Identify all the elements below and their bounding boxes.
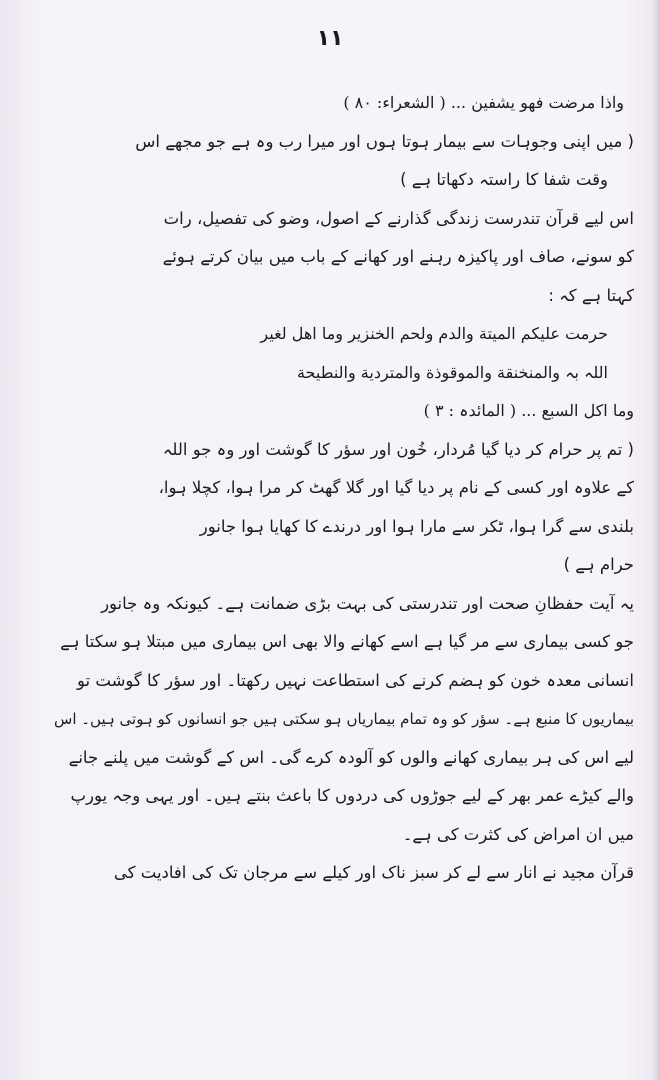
body-line: یہ آیت حفظانِ صحت اور تندرستی کی بہت بڑی ضمانت ہے۔ کیونکہ وہ جانور: [101, 593, 634, 613]
translation-line: بلندی سے گرا ہوا، ٹکر سے مارا ہوا اور درندے کا کھایا ہوا جانور: [199, 516, 634, 536]
body-line: قرآن مجید نے انار سے لے کر سبز ناک اور کیلے سے مرجان تک کی افادیت کی: [113, 863, 634, 882]
body-line: لیے اس کی ہر بیماری کھانے والوں کو آلودہ کرے گی۔ اس کے گوشت میں پلنے جانے: [68, 747, 634, 767]
body-line: میں ان امراض کی کثرت کی ہے۔: [402, 824, 634, 844]
body-line: جو کسی بیماری سے مر گیا ہے اسے کھانے والا بھی اس بیماری میں مبتلا ہو سکتا ہے: [60, 632, 634, 651]
translation-line: کے علاوہ اور کسی کے نام پر دیا گیا اور گلا گھٹ کر مرا ہوا، کچلا ہوا،: [158, 478, 634, 497]
quran-verse-line: واذا مرضت فهو يشفين ... ( الشعراء: ۸۰ ): [343, 93, 624, 112]
page-text: [40, 84, 634, 1040]
body-line: انسانی معدہ خون کو ہضم کرنے کی استطاعت نہیں رکھتا۔ اور سؤر کا گوشت تو: [77, 670, 634, 690]
page-number: ۱۱: [316, 26, 344, 51]
body-line: بیماریوں کا منبع ہے۔ سؤر کو وہ تمام بیماریاں ہو سکتی ہیں جو انسانوں کو ہوتی ہیں۔ اس: [54, 710, 634, 728]
translation-line: ( تم پر حرام کر دیا گیا مُردار، خُون اور سؤر کا گوشت اور وہ جو اللہ: [162, 439, 634, 459]
quran-verse-line: وما اکل السبع ... ( المائدہ : ۳ ): [423, 401, 634, 420]
quran-verse-line: حرمت علیکم المیتة والدم ولحم الخنزیر وما اھل لغیر: [260, 324, 608, 343]
translation-line: وقت شفا کا راستہ دکھاتا ہے ): [400, 170, 608, 189]
quran-verse-line: اللہ بہ والمنخنقة والموقوذة والمتردیة والنطیحة: [296, 362, 608, 382]
body-line: کو سونے، صاف اور پاکیزہ رہنے اور کھانے کے باب میں بیان کرتے ہوئے: [162, 247, 634, 266]
page-edge-shadow: [652, 0, 660, 1080]
body-line: کہتا ہے کہ :: [548, 285, 634, 305]
translation-line: حرام ہے ): [563, 555, 634, 574]
translation-line: ( میں اپنی وجوہات سے بیمار ہوتا ہوں اور میرا رب وہ ہے جو مجھے اس: [135, 131, 634, 151]
body-line: اس لیے قرآن تندرست زندگی گذارنے کے اصول، وضو کی تفصیل، رات: [163, 208, 634, 228]
body-line: والے کیڑے عمر بھر کے لیے جوڑوں کی دردوں کا باعث بنتے ہیں۔ اور یہی وجہ یورپ: [70, 786, 634, 805]
